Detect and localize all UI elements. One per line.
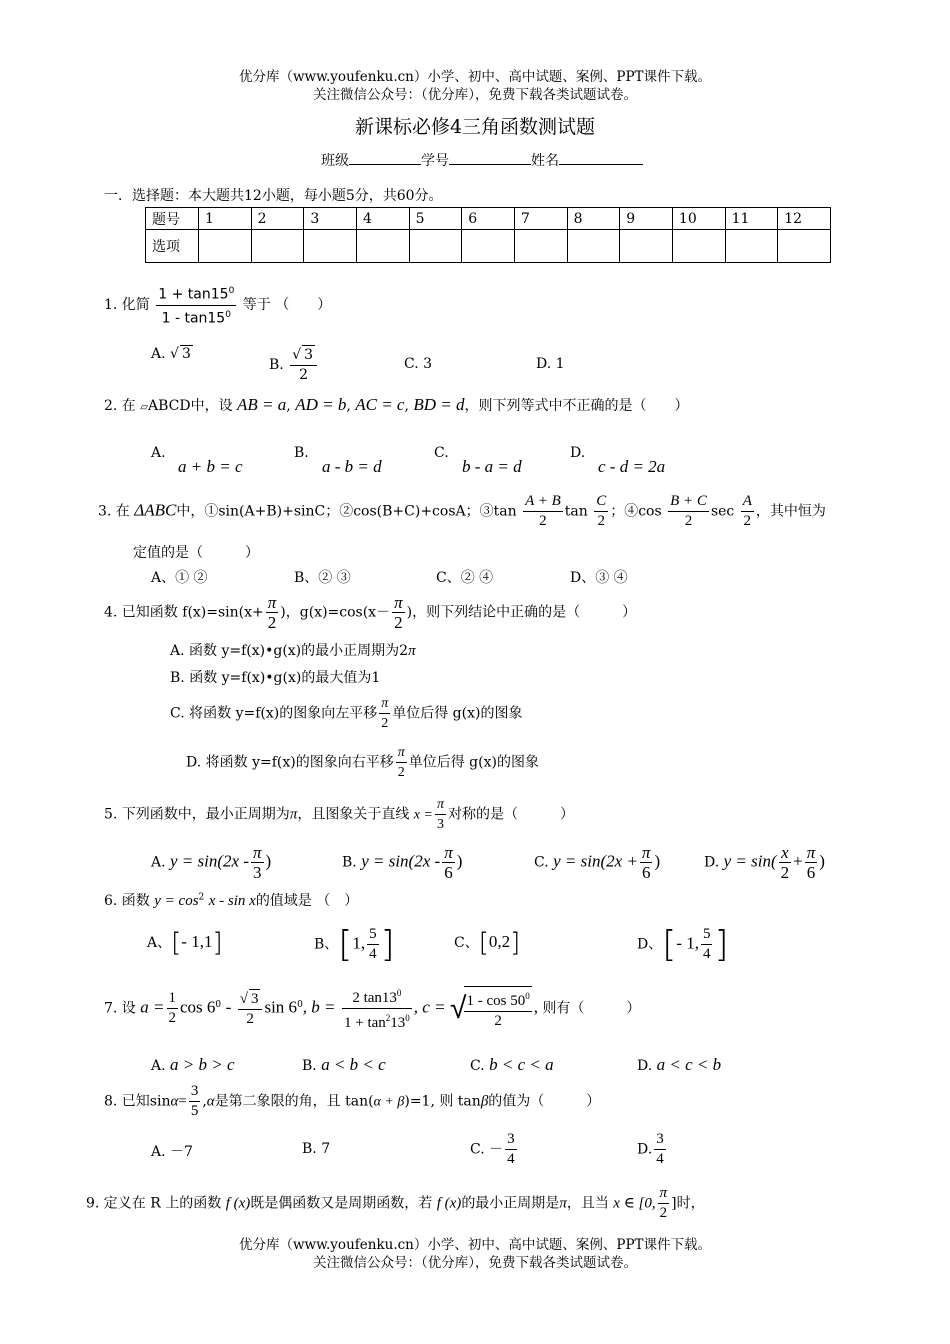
denominator: 2 — [381, 716, 389, 731]
q7-a-math: a > b > c — [170, 1055, 235, 1074]
denominator: 4 — [507, 1151, 515, 1167]
sqrt-value: 3 — [181, 346, 191, 362]
numerator: 3 — [505, 1130, 517, 1150]
table-cell: 7 — [514, 208, 567, 230]
q5-frac — [435, 795, 446, 834]
numerator: 5 — [701, 925, 713, 945]
denominator-2: 13 — [390, 1015, 406, 1031]
answer-cell[interactable] — [462, 230, 515, 263]
q6-b-label: B、 — [314, 936, 339, 953]
q6-c-value: 0,2 — [488, 932, 511, 951]
question-1 — [104, 282, 331, 328]
q2-vec-ab: AB = a — [237, 395, 287, 414]
denominator: 1 + tan — [343, 1015, 386, 1031]
answer-cell[interactable] — [514, 230, 567, 263]
q2-vec-ad: AD = b — [295, 395, 347, 414]
header-line-1: 优分库（www.youfenku.cn）小学、初中、高中试题、案例、PPT课件下载。 — [238, 69, 712, 85]
q5-option-b[interactable] — [342, 843, 462, 882]
numerator: 1 - cos 50 — [466, 993, 526, 1009]
denominator: 4 — [656, 1151, 664, 1167]
q7-c-math: b < c < a — [489, 1055, 554, 1074]
answer-cell[interactable] — [567, 230, 620, 263]
bracket-left: [ — [338, 924, 353, 965]
numerator: A — [741, 492, 754, 512]
numerator: 5 — [367, 925, 379, 945]
q7-d-label: D. — [637, 1058, 653, 1074]
table-cell: 8 — [567, 208, 620, 230]
table-cell: 选项 — [146, 230, 199, 263]
number-field[interactable] — [449, 150, 531, 165]
q2-c-label: C. — [434, 445, 449, 461]
question-3 — [98, 492, 826, 531]
footer-line-1: 优分库（www.youfenku.cn）小学、初中、高中试题、案例、PPT课件下载。 — [238, 1237, 712, 1253]
table-cell: 题号 — [146, 208, 199, 230]
number-label: 学号 — [421, 153, 449, 169]
numerator: π — [444, 843, 453, 862]
table-cell: 10 — [672, 208, 725, 230]
q5-part3: 对称的是（ ） — [447, 806, 574, 823]
footer-line-2: 关注微信公众号：（优分库），免费下载各类试题试卷。 — [313, 1255, 637, 1271]
pi-symbol: π — [408, 643, 416, 659]
q7-part1: 7. 设 — [104, 1000, 136, 1017]
table-cell: 4 — [356, 208, 409, 230]
paren: ) — [456, 851, 463, 871]
question-6 — [104, 890, 358, 910]
q8-d-label: D. — [637, 1141, 653, 1158]
numerator: π — [253, 843, 262, 862]
q7-part2: 则有（ ） — [542, 1000, 641, 1017]
alpha-symbol: α — [170, 1093, 179, 1110]
class-label: 班级 — [321, 153, 349, 169]
q7-option-b[interactable] — [302, 1055, 386, 1075]
numerator: 1 — [167, 989, 179, 1009]
q5-x: x = — [413, 807, 433, 823]
bracket-right: ] — [714, 924, 729, 965]
numerator: π — [396, 743, 407, 763]
denominator: 5 — [190, 1103, 199, 1119]
q7-cos6: cos 6 — [180, 997, 216, 1017]
q2-option-a[interactable] — [151, 445, 166, 461]
name-label: 姓名 — [531, 153, 559, 169]
denominator: 2 — [597, 513, 605, 529]
table-row — [146, 208, 831, 230]
denominator: 2 — [743, 513, 752, 529]
q9-part5: ]时， — [671, 1195, 705, 1212]
q1-option-a[interactable]: A. √ 3 — [151, 346, 191, 362]
q2-par: ABCD中，设 — [147, 398, 233, 414]
q2-vec-ac: AC = c — [355, 395, 405, 414]
alpha-symbol: α — [206, 1093, 215, 1110]
denominator: 6 — [641, 863, 651, 882]
q3-line2: 定值的是（ ） — [133, 545, 259, 561]
q3-option-c[interactable]: C、② ④ — [436, 570, 494, 586]
q2-vec-bd: BD = d — [413, 395, 465, 414]
q6-a-label: A、 — [147, 935, 172, 951]
table-cell: 12 — [778, 208, 831, 230]
class-field[interactable] — [349, 150, 421, 165]
denominator: 2 — [394, 613, 403, 632]
q7-a: a = — [140, 997, 165, 1017]
numerator: π — [641, 843, 651, 862]
q6-part2: 的值域是 （ ） — [255, 893, 359, 909]
numerator: A + B — [523, 492, 563, 512]
q5-part2: ，且图象关于直线 — [297, 806, 410, 823]
denominator: 6 — [444, 863, 453, 882]
numerator: π — [806, 843, 816, 862]
degree: 0 — [228, 286, 235, 296]
minus: - — [225, 997, 232, 1017]
q3-frac-a — [741, 492, 754, 531]
answer-cell[interactable] — [620, 230, 673, 263]
numerator: 3 — [189, 1082, 201, 1102]
q3-triangle: ΔABC — [134, 500, 177, 520]
q2-option-a-math: a + b = c — [178, 457, 243, 476]
table-row — [146, 230, 831, 263]
sqrt-value: 3 — [250, 990, 259, 1007]
q8-option-b[interactable]: B. 7 — [302, 1141, 331, 1157]
q4-option-c[interactable] — [170, 694, 522, 733]
q2-b-label: B. — [294, 445, 309, 461]
q3-stem: 3. 在 — [98, 503, 130, 520]
q4-frac-2 — [392, 593, 405, 632]
q4-c-text1: C. 将函数 y=f(x)的图象向左平移 — [170, 705, 378, 722]
degree: 0 — [297, 999, 303, 1010]
q1-suffix: 等于 （ ） — [242, 297, 332, 314]
q3-tan: tan — [564, 503, 588, 520]
q2-option-d-math: c - d = 2a — [598, 457, 666, 476]
q4-option-b[interactable]: B. 函数 y=f(x)•g(x)的最大值为1 — [170, 670, 381, 686]
q4-d-text2: 单位后得 g(x)的图象 — [408, 754, 539, 771]
q1-numerator: 1 + tan15 — [158, 286, 229, 303]
denominator: 2 — [659, 1205, 668, 1221]
table-cell: 9 — [620, 208, 673, 230]
q8-d-frac — [654, 1130, 666, 1169]
q1-option-c[interactable]: C. 3 — [404, 356, 433, 372]
q2-option-c-math: b - a = d — [462, 457, 522, 476]
paren: ) — [265, 851, 272, 871]
q1-fraction — [156, 282, 236, 328]
q5-c-label: C. — [534, 854, 549, 871]
q1-stem: 1. 化简 — [104, 297, 150, 314]
q7-b: , b = — [302, 997, 336, 1017]
q1-option-b[interactable] — [269, 345, 319, 385]
numerator: C — [594, 492, 608, 512]
q8-frac — [189, 1082, 201, 1121]
q7-c-label: C. — [470, 1058, 485, 1074]
numerator: 3 — [654, 1130, 666, 1150]
q7-frac-c — [464, 986, 531, 1031]
q6-math: y = cos — [154, 893, 199, 909]
numerator: π — [379, 694, 390, 714]
q6-math2: x - sin x — [208, 893, 256, 909]
q5-a-label: A. — [151, 854, 166, 871]
table-cell: 11 — [725, 208, 778, 230]
q1-b-fraction: $\frac{√ 3}{2}$ — [290, 345, 317, 385]
q3-option-b[interactable]: B、② ③ — [294, 570, 351, 586]
exponent: 2 — [198, 892, 205, 903]
answer-cell[interactable] — [409, 230, 462, 263]
denominator: 3 — [253, 863, 262, 882]
q5-d-label: D. — [704, 854, 720, 871]
q7-option-c[interactable] — [470, 1055, 554, 1075]
q5-a-frac — [251, 843, 264, 882]
q9-fx: f (x) — [436, 1195, 462, 1212]
answer-cell[interactable] — [199, 230, 252, 263]
numerator: 2 tan13 — [352, 990, 397, 1006]
q4-a-text: A. 函数 y=f(x)•g(x)的最小正周期为2 — [170, 643, 409, 659]
exponent: 2 — [385, 1013, 391, 1023]
question-4 — [104, 593, 636, 632]
q3-frac-c — [594, 492, 608, 531]
q2-option-d[interactable] — [570, 445, 585, 461]
q5-b-frac — [442, 843, 455, 882]
answer-cell[interactable] — [356, 230, 409, 263]
q4-option-a[interactable] — [170, 640, 416, 660]
q1-a-label: A. — [151, 346, 166, 362]
q9-part1: 9. 定义在 R 上的函数 — [86, 1195, 222, 1212]
q1-denominator: 1 - tan15 — [161, 310, 226, 327]
q8-option-d[interactable] — [637, 1130, 668, 1169]
answer-table — [145, 207, 831, 263]
sqrt-value: 3 — [304, 347, 314, 363]
q2-option-c[interactable] — [434, 445, 449, 461]
beta-symbol: β — [480, 1093, 489, 1110]
table-cell: 5 — [409, 208, 462, 230]
denominator: 2 — [299, 367, 309, 383]
sqrt-sign-icon: √ — [450, 991, 467, 1026]
q2-d-label: D. — [570, 445, 586, 461]
numerator: π — [435, 795, 446, 815]
q3-sec: sec — [710, 503, 735, 520]
q3-frac-bc — [668, 492, 709, 531]
answer-cell[interactable] — [778, 230, 831, 263]
q6-a-value: - 1,1 — [181, 932, 213, 951]
answer-cell[interactable] — [672, 230, 725, 263]
plus: + — [793, 851, 803, 871]
q8-option-c[interactable] — [470, 1130, 519, 1169]
q2-stem: 2. 在 — [104, 398, 136, 414]
q9-part4: ，且当 — [566, 1195, 609, 1212]
q5-option-a[interactable] — [151, 843, 271, 882]
q7-a-label: A. — [151, 1058, 166, 1074]
denominator: 3 — [436, 817, 444, 832]
degree: 0 — [396, 988, 402, 998]
paren: ) — [819, 851, 825, 871]
denominator: 2 — [246, 1010, 254, 1027]
q6-option-a[interactable] — [147, 928, 223, 958]
table-cell: 3 — [304, 208, 357, 230]
q3-option-d[interactable]: D、③ ④ — [570, 570, 628, 586]
comma: , — [533, 997, 538, 1017]
q9-fx: f (x) — [225, 1195, 251, 1212]
q4-end: )，则下列结论中正确的是（ ） — [406, 604, 637, 621]
denominator: 2 — [397, 765, 405, 780]
q3-part4: ；④cos — [610, 503, 662, 520]
q8-part3: )=1, 则 tan — [404, 1093, 481, 1110]
q6-b-frac — [367, 925, 379, 964]
q8-part4: 的值为（ ） — [488, 1093, 601, 1110]
page-title: 新课标必修4三角函数测试题 — [354, 116, 596, 138]
q5-b-math: y = sin(2x - — [361, 851, 441, 871]
q9-part3: 的最小正周期是 — [461, 1195, 560, 1212]
q4-d-text1: D. 将函数 y=f(x)的图象向右平移 — [186, 754, 394, 771]
degree: 0 — [215, 999, 222, 1010]
table-cell: 2 — [251, 208, 304, 230]
bracket-left: [ — [478, 928, 489, 958]
q3-frac-ab — [523, 492, 563, 531]
question-7 — [104, 984, 640, 1033]
answer-cell[interactable] — [304, 230, 357, 263]
bracket-right: ] — [510, 928, 521, 958]
bracket-left: [ — [171, 928, 182, 958]
q8-c-label: C. － — [470, 1141, 504, 1158]
bracket-right: ] — [212, 928, 223, 958]
q3-option-a[interactable]: A、① ② — [151, 570, 208, 586]
q6-option-c[interactable] — [454, 928, 520, 958]
q4-part1: 4. 已知函数 f(x)=sin(x+ — [104, 604, 264, 621]
q3-end: ，其中恒为 — [755, 503, 826, 520]
degree: 0 — [525, 991, 530, 1001]
q4-d-frac — [396, 743, 407, 782]
q6-d-frac — [701, 925, 713, 964]
numerator: π — [394, 593, 403, 612]
answer-cell[interactable] — [251, 230, 304, 263]
q7-d-math: a < c < b — [656, 1055, 722, 1074]
q7-b-math: a < b < c — [321, 1055, 386, 1074]
q3-part1: 中，①sin(A+B)+sinC；②cos(B+C)+cosA；③tan — [176, 503, 517, 520]
q2-a-label: A. — [151, 445, 166, 461]
q8-part2: 是第二象限的角，且 tan( — [214, 1093, 374, 1110]
q7-c: , c = — [413, 997, 446, 1017]
q2-option-b[interactable] — [294, 445, 309, 461]
q6-part1: 6. 函数 — [104, 893, 150, 909]
header-line-2: 关注微信公众号：（优分库），免费下载各类试题试卷。 — [313, 87, 637, 103]
q5-part1: 5. 下列函数中，最小正周期为 — [104, 806, 290, 823]
pi-symbol: π — [289, 806, 298, 823]
q4-option-d[interactable] — [186, 743, 539, 782]
q7-frac-half — [167, 989, 179, 1028]
q5-c-frac — [640, 843, 653, 882]
question-5 — [104, 795, 574, 834]
q8-part1: 8. 已知sin — [104, 1093, 171, 1110]
denominator: 4 — [702, 946, 711, 962]
q5-d-frac2 — [805, 843, 818, 882]
q2-option-b-math: a - b = d — [322, 457, 382, 476]
q4-c-text2: 单位后得 g(x)的图象 — [392, 705, 523, 722]
q2-suffix: ，则下列等式中不正确的是（ ） — [464, 398, 689, 414]
q6-option-d[interactable] — [637, 924, 729, 965]
q9-frac — [658, 1184, 670, 1223]
table-cell: 1 — [199, 208, 252, 230]
denominator: 4 — [369, 946, 377, 962]
denominator: 6 — [806, 863, 816, 882]
answer-cell[interactable] — [725, 230, 778, 263]
table-cell: 6 — [462, 208, 515, 230]
q5-d-math: y = sin( — [723, 851, 777, 871]
q7-frac-b — [342, 984, 412, 1033]
q7-sin6: sin 6 — [264, 997, 298, 1017]
question-2: 2. 在 ▱ABCD中，设 AB = a, AD = b, AC = c, BD = d，则下列等式中不正确的是（ ） — [104, 395, 689, 414]
q5-c-math: y = sin(2x + — [553, 851, 638, 871]
numerator: x — [779, 843, 792, 863]
q8-option-a[interactable]: A. －7 — [151, 1144, 193, 1160]
q5-b-label: B. — [342, 854, 357, 871]
equals: = — [178, 1093, 187, 1110]
numerator: π — [658, 1184, 670, 1204]
q4-c-frac — [379, 694, 390, 733]
section-heading: 一．选择题：本大题共12小题，每小题5分，共60分。 — [104, 188, 443, 204]
q7-frac-sqrt3: $\frac{√ 3}{2}$ — [238, 989, 263, 1029]
denominator: 2 — [494, 1013, 502, 1029]
q6-d-label: D、 — [637, 936, 663, 953]
q7-b-label: B. — [302, 1058, 317, 1074]
q9-part2: 既是偶函数又是周期函数，若 — [250, 1195, 433, 1212]
question-9 — [86, 1184, 705, 1223]
denominator: 2 — [780, 863, 790, 882]
q1-option-d[interactable]: D. 1 — [536, 356, 565, 372]
q4-frac-1 — [266, 593, 279, 632]
name-field[interactable] — [559, 150, 643, 165]
q8-alpha-beta: α + β — [373, 1094, 405, 1110]
q8-c-frac — [505, 1130, 517, 1169]
denominator: 2 — [684, 513, 693, 529]
degree: 0 — [225, 309, 231, 320]
denominator: 2 — [267, 613, 277, 632]
q9-interval: x ∈ [0, — [613, 1195, 656, 1212]
q6-d-value: - 1, — [676, 933, 699, 953]
numerator: π — [267, 593, 277, 612]
degree: 0 — [405, 1013, 410, 1023]
q5-a-math: y = sin(2x - — [170, 851, 249, 871]
bracket-right: ] — [380, 924, 395, 965]
q6-option-b[interactable] — [314, 924, 395, 965]
q5-option-d[interactable] — [704, 843, 825, 882]
student-info — [321, 150, 643, 170]
denominator: 2 — [168, 1010, 176, 1026]
q5-option-c[interactable] — [534, 843, 660, 882]
pi-symbol: π — [559, 1195, 567, 1212]
q7-option-d[interactable] — [637, 1055, 721, 1075]
q7-option-a[interactable] — [151, 1055, 235, 1075]
bracket-left: [ — [662, 924, 677, 965]
q6-b-value: 1, — [352, 933, 366, 953]
numerator: B + C — [668, 492, 709, 512]
q6-c-label: C、 — [454, 935, 479, 951]
q5-d-frac1 — [779, 843, 792, 882]
q1-b-label: B. — [269, 357, 284, 373]
paren: ) — [654, 851, 661, 871]
q4-mid: )，g(x)=cos(x－ — [280, 604, 391, 621]
denominator: 2 — [539, 513, 547, 529]
parallelogram-icon: ▱ — [140, 402, 148, 413]
question-8: 8. 已知sinα= $\frac{3}{5}$ ,α是第二象限的角，且 tan(α + β)=1, 则 tanβ的值为（ ） — [104, 1083, 601, 1119]
